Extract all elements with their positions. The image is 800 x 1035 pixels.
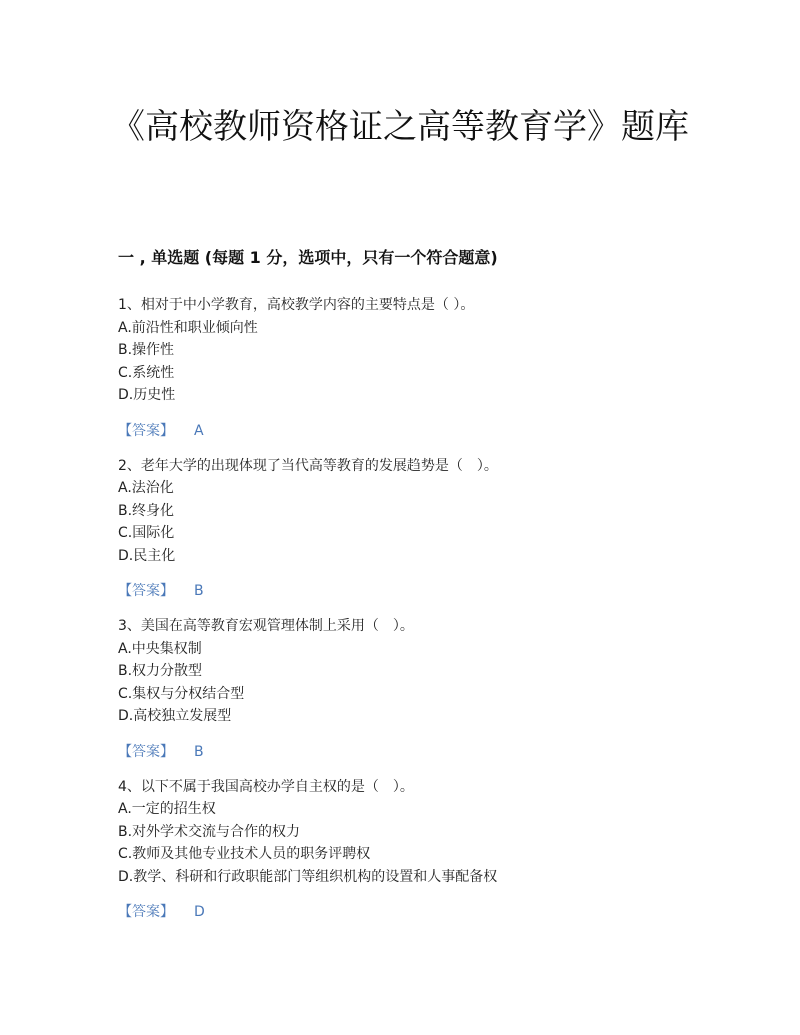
question-1 xyxy=(118,294,698,442)
option-c: C.集权与分权结合型 xyxy=(118,685,245,702)
answer-label: 【答案】 xyxy=(118,583,174,599)
option-a: A.法治化 xyxy=(118,480,174,496)
option-a: A.中央集权制 xyxy=(118,640,202,657)
answer-value: D xyxy=(194,904,205,920)
option-c: C.系统性 xyxy=(118,364,175,381)
answer-line xyxy=(118,741,698,763)
question-stem: 4、以下不属于我国高校办学自主权的是（ ）。 xyxy=(118,778,414,795)
answer-line xyxy=(118,580,698,602)
question-list xyxy=(118,294,698,936)
answer-label: 【答案】 xyxy=(118,743,174,760)
option-c: C.国际化 xyxy=(118,525,175,541)
answer-line xyxy=(118,901,698,923)
question-stem: 2、老年大学的出现体现了当代高等教育的发展趋势是（ ）。 xyxy=(118,457,498,474)
option-b: B.操作性 xyxy=(118,342,175,358)
answer-value: B xyxy=(194,743,204,760)
question-2 xyxy=(118,455,698,603)
section-heading: 一 , 单选题 (每题 1 分，选项中，只有一个符合题意) xyxy=(118,248,498,267)
question-stem: 1、相对于中小学教育，高校教学内容的主要特点是（ ）。 xyxy=(118,297,475,313)
option-d: D.高校独立发展型 xyxy=(118,708,232,724)
option-d: D.历史性 xyxy=(118,387,176,403)
answer-value: B xyxy=(194,583,204,599)
question-3 xyxy=(118,615,698,763)
answer-value: A xyxy=(194,422,204,439)
option-b: B.终身化 xyxy=(118,502,175,519)
document-title: 《高校教师资格证之高等教育学》题库 xyxy=(111,107,689,147)
question-4 xyxy=(118,776,698,924)
option-d: D.民主化 xyxy=(118,547,176,564)
option-c: C.教师及其他专业技术人员的职务评聘权 xyxy=(118,846,371,862)
question-stem: 3、美国在高等教育宏观管理体制上采用（ ）。 xyxy=(118,618,414,634)
option-a: A.一定的招生权 xyxy=(118,801,216,817)
option-b: B.权力分散型 xyxy=(118,663,203,679)
answer-label: 【答案】 xyxy=(118,904,174,920)
option-d: D.教学、科研和行政职能部门等组织机构的设置和人事配备权 xyxy=(118,868,498,885)
option-a: A.前沿性和职业倾向性 xyxy=(118,319,258,336)
answer-label: 【答案】 xyxy=(118,422,174,439)
option-b: B.对外学术交流与合作的权力 xyxy=(118,823,301,840)
answer-line xyxy=(118,420,698,442)
